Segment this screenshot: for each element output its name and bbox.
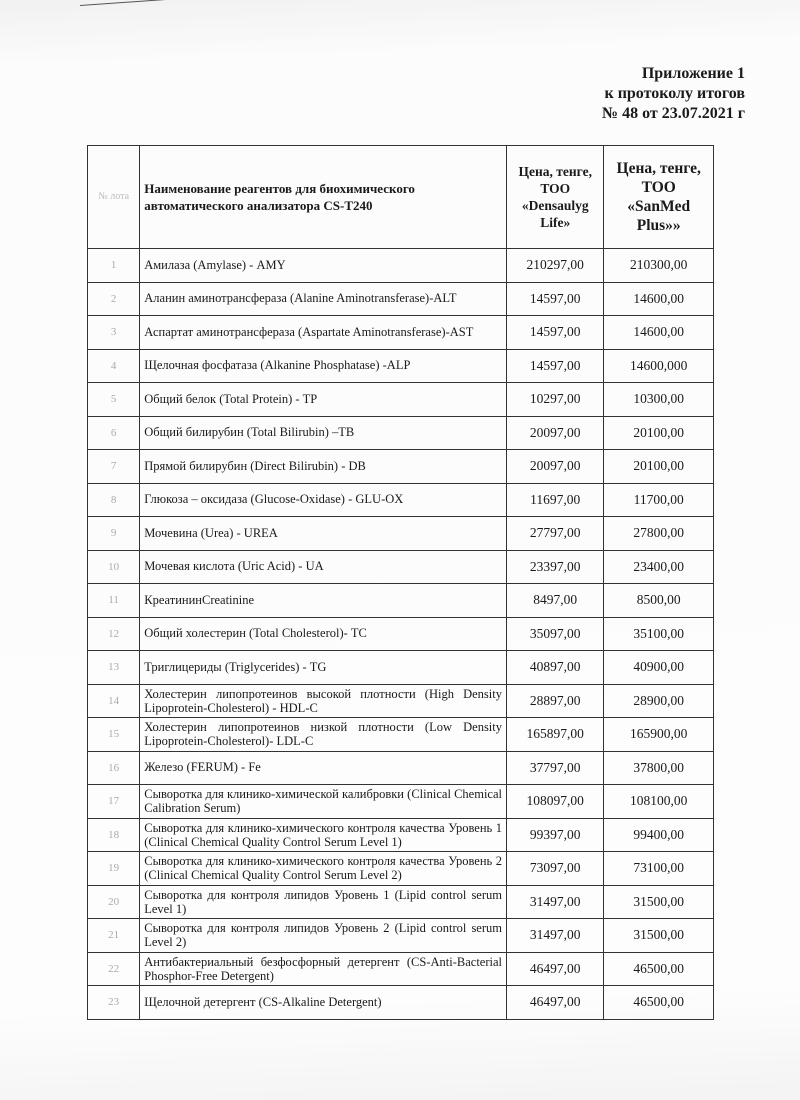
price-sanmed-cell: 28900,00	[604, 684, 714, 718]
price-sanmed-cell: 27800,00	[604, 517, 714, 551]
price-sanmed-cell: 31500,00	[604, 919, 714, 953]
price-densaulyg-cell: 35097,00	[507, 617, 604, 651]
table-row	[88, 584, 714, 618]
price-densaulyg-cell: 14597,00	[507, 316, 604, 350]
lot-number-cell: 7	[88, 450, 140, 484]
lot-number-cell: 11	[88, 584, 140, 618]
lot-number-cell: 23	[88, 986, 140, 1020]
table-header-row	[88, 146, 714, 249]
reagent-name-cell: Железо (FERUM) - Fe	[140, 751, 507, 785]
price-sanmed-cell: 23400,00	[604, 550, 714, 584]
price-densaulyg-cell: 46497,00	[507, 986, 604, 1020]
reagent-name-cell: Амилаза (Amylase) - AMY	[140, 249, 507, 283]
price-densaulyg-cell: 73097,00	[507, 852, 604, 886]
lot-number-cell: 6	[88, 416, 140, 450]
reagent-name-cell: Глюкоза – оксидаза (Glucose-Oxidase) - GLU-OX	[140, 483, 507, 517]
appendix-header	[545, 64, 745, 124]
price-densaulyg-cell: 46497,00	[507, 952, 604, 986]
reagent-name-cell: Холестерин липопротеинов низкой плотности (Low Density Lipoprotein-Cholesterol)- LDL-C	[140, 718, 507, 752]
table-row	[88, 852, 714, 886]
price-sanmed-cell: 46500,00	[604, 952, 714, 986]
price-sanmed-cell: 99400,00	[604, 818, 714, 852]
price-densaulyg-cell: 11697,00	[507, 483, 604, 517]
reagent-name-cell: Прямой билирубин (Direct Bilirubin) - DB	[140, 450, 507, 484]
table-row	[88, 450, 714, 484]
lot-number-cell: 22	[88, 952, 140, 986]
price-sanmed-cell: 73100,00	[604, 852, 714, 886]
price-densaulyg-cell: 10297,00	[507, 383, 604, 417]
price-densaulyg-cell: 27797,00	[507, 517, 604, 551]
price-densaulyg-cell: 37797,00	[507, 751, 604, 785]
appendix-protocol-ref: к протоколу итогов	[604, 85, 745, 102]
reagent-name-cell: КреатининCreatinine	[140, 584, 507, 618]
lot-number-cell: 8	[88, 483, 140, 517]
reagent-name-cell: Щелочная фосфатаза (Alkanine Phosphatase) -ALP	[140, 349, 507, 383]
table-row	[88, 818, 714, 852]
lot-number-cell: 17	[88, 785, 140, 819]
price-sanmed-cell: 14600,000	[604, 349, 714, 383]
reagent-name-cell: Мочевина (Urea) - UREA	[140, 517, 507, 551]
price-sanmed-cell: 210300,00	[604, 249, 714, 283]
table-row	[88, 751, 714, 785]
table-row	[88, 718, 714, 752]
table-row	[88, 416, 714, 450]
reagent-name-cell: Сыворотка для клинико-химической калибровки (Clinical Chemical Calibration Serum)	[140, 785, 507, 819]
appendix-protocol-number-date: № 48 от 23.07.2021 г	[602, 105, 745, 122]
reagent-name-cell: Сыворотка для клинико-химического контроля качества Уровень 2 (Clinical Chemical Quality Control Serum Level 2)	[140, 852, 507, 886]
price-densaulyg-cell: 23397,00	[507, 550, 604, 584]
price-sanmed-cell: 31500,00	[604, 885, 714, 919]
price-densaulyg-cell: 31497,00	[507, 885, 604, 919]
price-densaulyg-cell: 28897,00	[507, 684, 604, 718]
price-sanmed-cell: 14600,00	[604, 316, 714, 350]
price-densaulyg-cell: 165897,00	[507, 718, 604, 752]
reagent-name-cell: Мочевая кислота (Uric Acid) - UA	[140, 550, 507, 584]
column-header-price-sanmed: Цена, тенге, ТОО «SanMed Plus»»	[604, 146, 714, 249]
lot-number-cell: 12	[88, 617, 140, 651]
table-row	[88, 249, 714, 283]
price-sanmed-cell: 11700,00	[604, 483, 714, 517]
lot-number-cell: 15	[88, 718, 140, 752]
lot-number-cell: 10	[88, 550, 140, 584]
table-row	[88, 349, 714, 383]
price-densaulyg-cell: 8497,00	[507, 584, 604, 618]
lot-number-cell: 4	[88, 349, 140, 383]
price-densaulyg-cell: 14597,00	[507, 349, 604, 383]
table-body	[88, 249, 714, 1020]
reagent-name-cell: Сыворотка для клинико-химического контроля качества Уровень 1 (Clinical Chemical Quality Control Serum Level 1)	[140, 818, 507, 852]
reagent-name-cell: Сыворотка для контроля липидов Уровень 2 (Lipid control serum Level 2)	[140, 919, 507, 953]
price-sanmed-cell: 20100,00	[604, 450, 714, 484]
price-densaulyg-cell: 20097,00	[507, 416, 604, 450]
price-sanmed-cell: 46500,00	[604, 986, 714, 1020]
price-sanmed-cell: 108100,00	[604, 785, 714, 819]
table-row	[88, 785, 714, 819]
price-comparison-table	[87, 145, 714, 1020]
reagent-name-cell: Аланин аминотрансфераза (Alanine Aminotransferase)-ALT	[140, 282, 507, 316]
lot-number-cell: 13	[88, 651, 140, 685]
column-header-price-densaulyg: Цена, тенге, ТОО «Densaulyg Life»	[507, 146, 604, 249]
lot-number-cell: 21	[88, 919, 140, 953]
price-densaulyg-cell: 210297,00	[507, 249, 604, 283]
price-sanmed-cell: 35100,00	[604, 617, 714, 651]
lot-number-cell: 19	[88, 852, 140, 886]
price-sanmed-cell: 14600,00	[604, 282, 714, 316]
reagent-name-cell: Общий билирубин (Total Bilirubin) –TB	[140, 416, 507, 450]
reagent-name-cell: Общий белок (Total Protein) - TP	[140, 383, 507, 417]
price-sanmed-cell: 10300,00	[604, 383, 714, 417]
price-densaulyg-cell: 31497,00	[507, 919, 604, 953]
reagent-name-cell: Щелочной детергент (CS-Alkaline Detergent)	[140, 986, 507, 1020]
table-row	[88, 550, 714, 584]
table-row	[88, 919, 714, 953]
reagent-name-cell: Аспартат аминотрансфераза (Aspartate Aminotransferase)-AST	[140, 316, 507, 350]
column-header-lot-number: № лота	[88, 146, 140, 249]
price-densaulyg-cell: 108097,00	[507, 785, 604, 819]
lot-number-cell: 18	[88, 818, 140, 852]
reagent-name-cell: Сыворотка для контроля липидов Уровень 1 (Lipid control serum Level 1)	[140, 885, 507, 919]
appendix-title: Приложение 1	[641, 65, 745, 82]
table-row	[88, 885, 714, 919]
price-sanmed-cell: 165900,00	[604, 718, 714, 752]
lot-number-cell: 3	[88, 316, 140, 350]
reagent-name-cell: Холестерин липопротеинов высокой плотности (High Density Lipoprotein-Cholesterol) - HDL-C	[140, 684, 507, 718]
price-sanmed-cell: 20100,00	[604, 416, 714, 450]
price-densaulyg-cell: 20097,00	[507, 450, 604, 484]
table-row	[88, 517, 714, 551]
price-sanmed-cell: 37800,00	[604, 751, 714, 785]
lot-number-cell: 5	[88, 383, 140, 417]
lot-number-cell: 16	[88, 751, 140, 785]
lot-number-cell: 9	[88, 517, 140, 551]
table-row	[88, 617, 714, 651]
table-row	[88, 483, 714, 517]
price-sanmed-cell: 40900,00	[604, 651, 714, 685]
price-sanmed-cell: 8500,00	[604, 584, 714, 618]
lot-number-cell: 14	[88, 684, 140, 718]
table-row	[88, 282, 714, 316]
price-densaulyg-cell: 14597,00	[507, 282, 604, 316]
table-row	[88, 986, 714, 1020]
lot-number-cell: 20	[88, 885, 140, 919]
reagent-name-cell: Общий холестерин (Total Cholesterol)- TC	[140, 617, 507, 651]
table-row	[88, 316, 714, 350]
lot-number-cell: 2	[88, 282, 140, 316]
lot-number-cell: 1	[88, 249, 140, 283]
table-row	[88, 952, 714, 986]
price-densaulyg-cell: 99397,00	[507, 818, 604, 852]
price-densaulyg-cell: 40897,00	[507, 651, 604, 685]
reagent-name-cell: Триглицериды (Triglycerides) - TG	[140, 651, 507, 685]
table-row	[88, 651, 714, 685]
table-row	[88, 684, 714, 718]
table-row	[88, 383, 714, 417]
reagent-name-cell: Антибактериальный безфосфорный детергент (CS-Anti-Bacterial Phosphor-Free Detergent)	[140, 952, 507, 986]
column-header-reagent-name: Наименование реагентов для биохимического автоматического анализатора CS-T240	[140, 146, 507, 249]
